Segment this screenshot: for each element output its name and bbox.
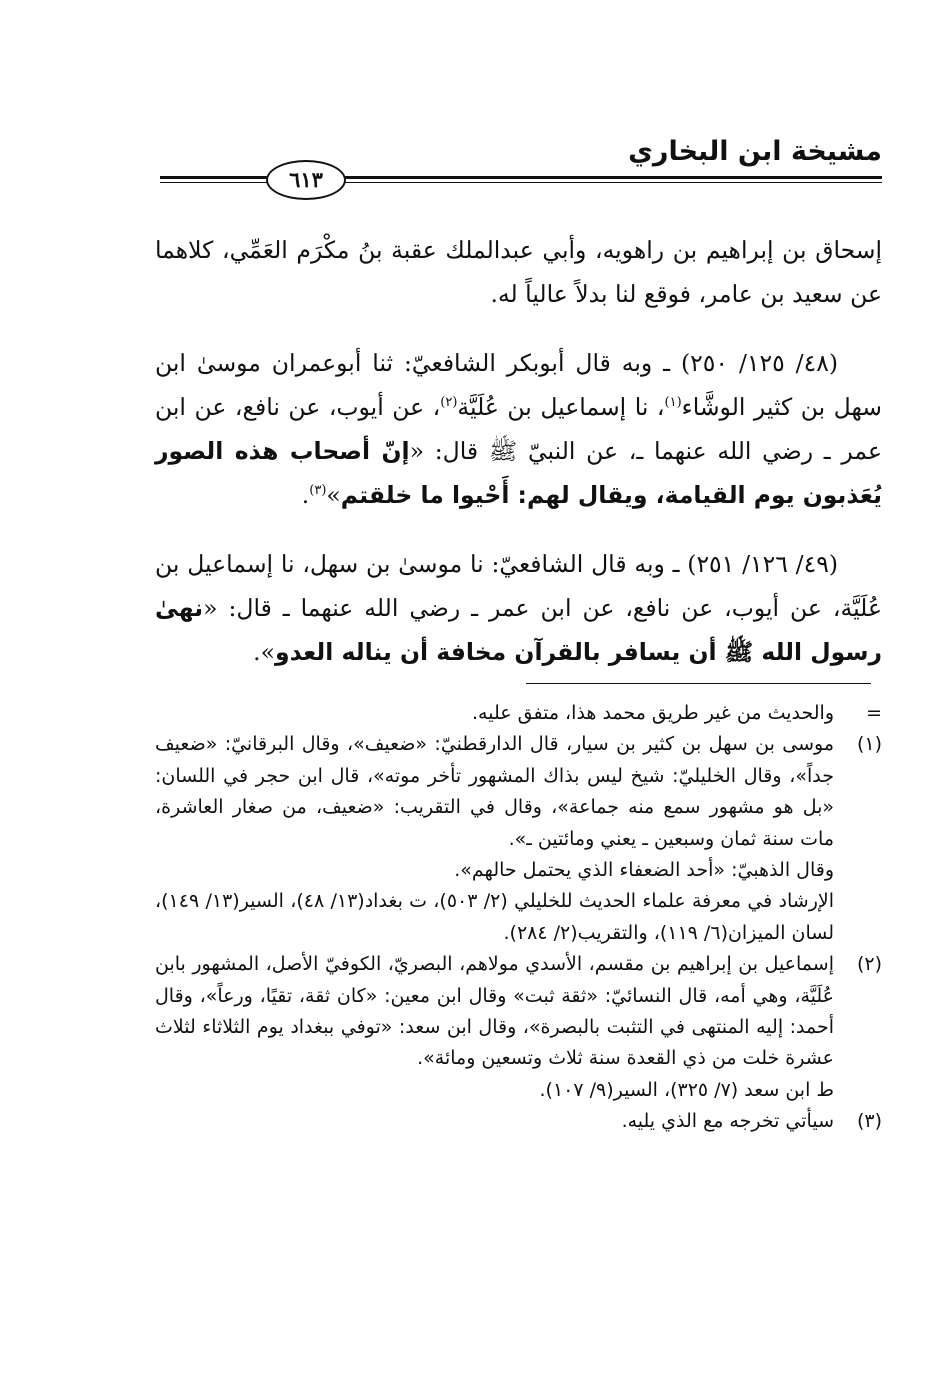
- footnote-continuation-mark: =: [866, 702, 882, 724]
- footnote-3-text: سيأتي تخرجه مع الذي يليه.: [621, 1110, 834, 1133]
- footnote-continuation: [155, 698, 882, 729]
- paragraph-1-text: إسحاق بن إبراهيم بن راهويه، وأبي عبدالملك عقبة بنُ مكْرَم العَمِّي، كلاهما عن سعيد بن عامر، فوقع لنا بدلاً عالياً له.: [155, 236, 882, 308]
- hadith-48-text-b: ، نا إسماعيل بن عُلَيَّة: [457, 393, 665, 421]
- paragraph-continuation: [155, 228, 882, 316]
- page-number: ٦١٣: [266, 160, 346, 200]
- footnote-separator: [526, 683, 871, 684]
- footnote-1: [155, 729, 882, 949]
- hadith-49-text-b: ».: [253, 638, 275, 666]
- footnote-3-mark: (٣): [856, 1110, 882, 1133]
- hadith-49-matn: نهىٰ رسول الله ﷺ أن يسافر بالقرآن مخافة أن يناله العدو: [155, 594, 882, 666]
- hadith-49: [155, 542, 882, 674]
- footnote-1-mark: (١): [856, 733, 882, 756]
- footnote-1-references: الإرشاد في معرفة علماء الحديث للخليلي (٢/ ٥٠٣)، ت بغداد(١٣/ ٤٨)، السير(١٣/ ١٤٩)، لسان الميزان(٦/ ١١٩)، والتقريب(٢/ ٢٨٤).: [155, 890, 834, 944]
- hadith-48-text-c: ، عن أيوب، عن نافع، عن ابن عمر ـ رضي الله عنهما ـ، عن النبيّ ﷺ قال: «: [155, 393, 882, 465]
- footnote-2-mark: (٢): [856, 953, 882, 976]
- hadith-48-matn: إنّ أصحاب هذه الصور يُعَذبون يوم القيامة، ويقال لهم: أَحْيوا ما خلقتم: [155, 437, 882, 509]
- hadith-48-text-e: .: [301, 481, 310, 509]
- footnote-2: [155, 949, 882, 1106]
- footnotes: [155, 698, 882, 1138]
- running-title: مشيخة ابن البخاري: [628, 136, 882, 167]
- footnote-ref-2: (٢): [440, 395, 458, 411]
- footnote-continuation-text: والحديث من غير طريق محمد هذا، متفق عليه.: [472, 702, 834, 724]
- hadith-48-text-d: »: [326, 481, 341, 509]
- footnote-2-references: ط ابن سعد (٧/ ٣٢٥)، السير(٩/ ١٠٧).: [539, 1078, 834, 1101]
- footnote-2-text: إسماعيل بن إبراهيم بن مقسم، الأسدي مولاهم، البصريّ، الكوفيّ الأصل، المشهور بابن عُلَيَّة، وهي أمه، قال النسائيّ: «ثقة ثبت» وقال ابن معين: «كان ثقة، تقيًا، ورعاً»، وقال أحمد: إليه المنتهى في التثبت بالبصرة»، وقال ابن سعد: «توفي ببغداد يوم الثلاثاء لثلاث عشرة خلت من ذي القعدة سنة ثلاث وتسعين ومائة».: [155, 953, 834, 1070]
- footnote-3: [155, 1106, 882, 1137]
- main-text: [155, 228, 882, 699]
- hadith-48-text-a: (٤٨/ ١٢٥/ ٢٥٠) ـ وبه قال أبوبكر الشافعيّ: ثنا أبوعمران موسىٰ ابن سهل بن كثير الوشَّاء: [155, 349, 882, 421]
- page-header: [160, 136, 882, 196]
- footnote-ref-1: (١): [664, 395, 682, 411]
- footnote-1-text: موسى بن سهل بن كثير بن سيار، قال الدارقطنيّ: «ضعيف»، وقال البرقانيّ: «ضعيف جداً»، وقال الخليليّ: شيخ ليس بذاك المشهور تأخر موته»، قال ابن حجر في اللسان: «بل هو مشهور سمع منه جماعة»، وقال في التقريب: «ضعيف، من صغار العاشرة، مات سنة ثمان وسبعين ـ يعني ومائتين ـ».: [155, 733, 834, 850]
- footnote-1-dhahabi: وقال الذهبيّ: «أحد الضعفاء الذي يحتمل حالهم».: [454, 859, 834, 882]
- footnote-ref-3: (٣): [309, 483, 327, 499]
- hadith-49-text-a: (٤٩/ ١٢٦/ ٢٥١) ـ وبه قال الشافعيّ: نا موسىٰ بن سهل، نا إسماعيل بن عُلَيَّة، عن أيوب، عن نافع، عن ابن عمر ـ رضي الله عنهما ـ قال: «: [155, 550, 882, 622]
- hadith-48: [155, 341, 882, 517]
